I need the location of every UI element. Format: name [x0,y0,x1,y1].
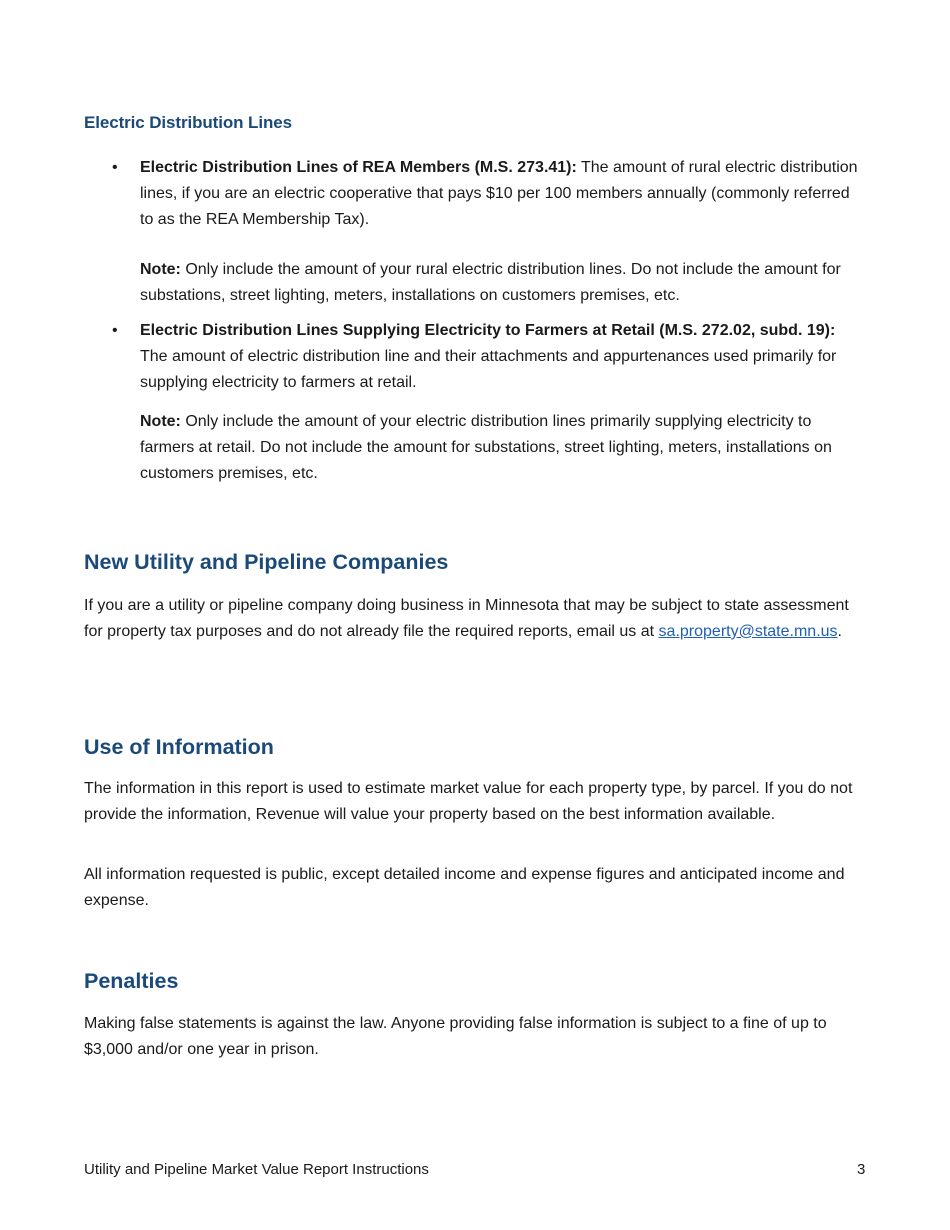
bullet-text: The amount of electric distribution line and their attachments and appurtenances used primarily for supplying electricity to farmers at retail. [140,347,837,391]
bullet-body [140,155,866,232]
note-label: Note: [140,413,181,431]
bullet-note [140,409,866,486]
bullet-dot-icon: • [112,159,118,176]
footer-title: Utility and Pipeline Market Value Report Instructions [84,1161,429,1178]
use-of-information-heading: Use of Information [84,735,274,759]
bullet-text: The amount of rural electric distribution lines, if you are an electric cooperative that pays $10 per 100 members annually (commonly referred to as the REA Membership Tax). [140,159,858,228]
penalties-paragraph: Making false statements is against the law. Anyone providing false information is subject to a fine of up to $3,000 and/or one year in prison. [84,1015,827,1058]
footer-page-number: 3 [857,1161,866,1178]
bullet-rea-members [84,155,866,309]
use-of-information-paragraph-2: All information requested is public, except detailed income and expense figures and anticipated income and expense. [84,866,845,909]
bullet-title: Electric Distribution Lines of REA Members (M.S. 273.41): [140,159,577,176]
note-text: Only include the amount of your rural electric distribution lines. Do not include the amount for substations, street lighting, meters, installations on customers premises, etc. [140,261,841,305]
new-utility-heading: New Utility and Pipeline Companies [84,550,449,574]
bullet-farmers-retail [84,318,866,487]
new-utility-text: If you are a utility or pipeline company doing business in Minnesota that may be subject to state assessment for property tax purposes and do not already file the required reports, email us at [84,597,849,640]
penalties-heading: Penalties [84,969,179,993]
email-trailing-period: . [837,622,842,640]
bullet-note [140,257,866,309]
note-label: Note: [140,261,181,279]
electric-distribution-heading: Electric Distribution Lines [84,113,292,132]
email-link[interactable]: sa.property@state.mn.us [658,622,838,640]
new-utility-paragraph [84,593,866,645]
note-text: Only include the amount of your electric distribution lines primarily supplying electricity to farmers at retail. Do not include the amount for substations, street lighting, meters, installations on customers premises, etc. [140,413,832,482]
use-of-information-paragraph-1: The information in this report is used to estimate market value for each property type, by parcel. If you do not provide the information, Revenue will value your property based on the best information available. [84,780,853,823]
bullet-dot-icon: • [112,321,118,339]
electric-bullet-list [84,155,866,487]
bullet-body [140,318,866,395]
bullet-title: Electric Distribution Lines Supplying Electricity to Farmers at Retail (M.S. 272.02, subd. 19): [140,321,836,339]
